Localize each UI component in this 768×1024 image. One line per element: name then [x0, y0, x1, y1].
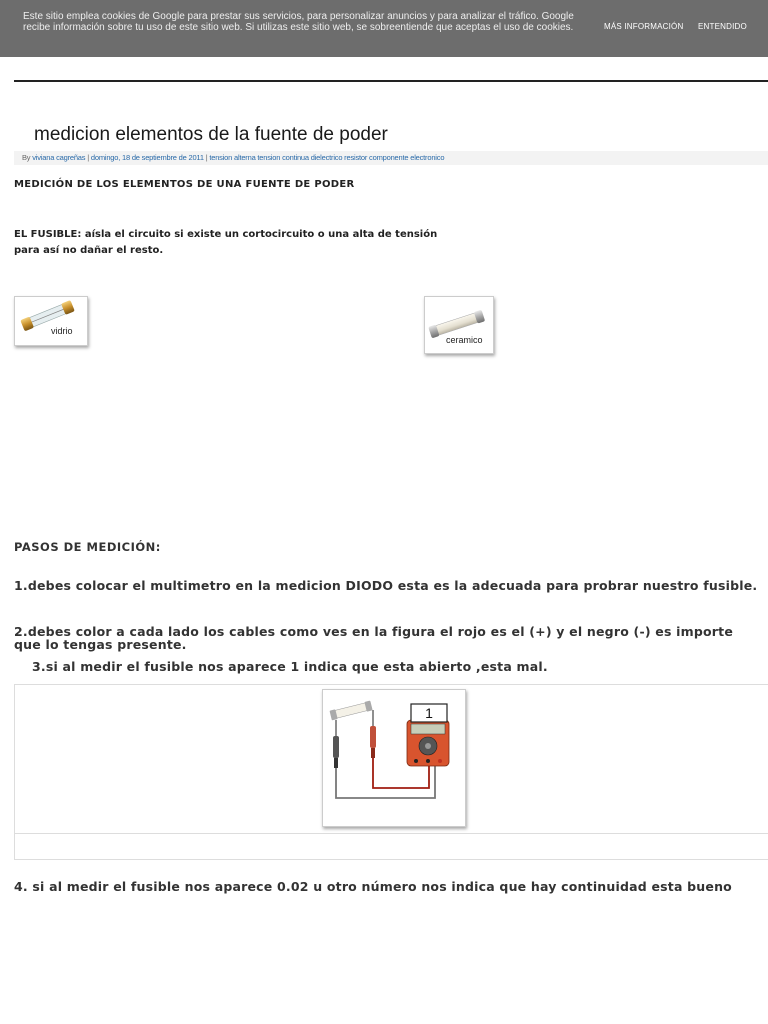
steps-heading: PASOS DE MEDICIÓN: — [14, 540, 161, 554]
fuse-description-line1: EL FUSIBLE: aísla el circuito si existe un cortocircuito o una alta de tensión — [14, 229, 438, 240]
figure-caption-divider — [14, 833, 768, 834]
step-1: 1.debes colocar el multimetro en la medicion DIODO esta es la adecuada para probrar nuestro fusible. — [14, 578, 758, 593]
step-4: 4. si al medir el fusible nos aparece 0.02 u otro número nos indica que hay continuidad esta bueno — [14, 879, 732, 894]
step-3: 3.si al medir el fusible nos aparece 1 indica que esta abierto ,esta mal. — [32, 659, 548, 674]
multimeter-reading: 1 — [425, 705, 433, 721]
more-info-button[interactable]: MÁS INFORMACIÓN — [604, 22, 684, 31]
step-2-line2: que lo tengas presente. — [14, 637, 187, 652]
fuse-description — [14, 227, 474, 259]
cookie-banner — [0, 0, 768, 57]
multimeter-diagram-icon — [323, 690, 465, 826]
ceramic-fuse-label: ceramico — [446, 335, 483, 345]
byline-by: By — [22, 153, 31, 162]
glass-fuse-label: vidrio — [51, 326, 73, 336]
cookie-notice-text: Este sitio emplea cookies de Google para prestar sus servicios, para personalizar anuncios y para analizar el tráfico. Google recibe información sobre tu uso de este sitio web. Si utilizas este sitio web, se sobreentiende que aceptas el uso de cookies. — [23, 11, 574, 33]
post-byline: By viviana cagreñas | domingo, 18 de septiembre de 2011 | tension alterna tension continua dielectrico resistor componente electronico — [14, 151, 768, 165]
glass-fuse-image[interactable] — [14, 296, 88, 346]
step-2-line1: 2.debes color a cada lado los cables como ves en la figura el rojo es el (+) y el negro (-) es importe — [14, 624, 734, 639]
author-link[interactable]: viviana cagreñas — [32, 153, 86, 162]
date-link[interactable]: domingo, 18 de septiembre de 2011 — [90, 153, 204, 162]
accept-cookies-button[interactable]: ENTENDIDO — [698, 22, 747, 31]
ceramic-fuse-image[interactable] — [424, 296, 494, 354]
labels-link[interactable]: tension alterna tension continua dielectrico resistor componente electronico — [209, 153, 445, 162]
section-heading: MEDICIÓN DE LOS ELEMENTOS DE UNA FUENTE DE PODER — [14, 179, 355, 190]
fuse-description-line2: para así no dañar el resto. — [14, 245, 164, 256]
multimeter-figure[interactable] — [322, 689, 466, 827]
glass-fuse-icon — [15, 297, 87, 345]
header-divider — [14, 80, 768, 82]
post-title[interactable]: medicion elementos de la fuente de poder — [34, 124, 388, 145]
